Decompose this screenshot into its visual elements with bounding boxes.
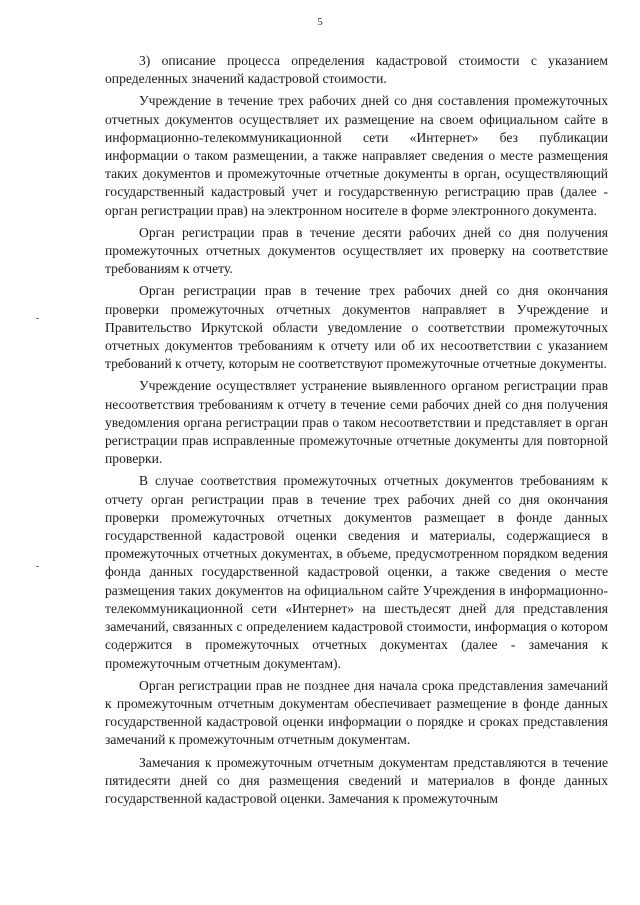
document-body — [105, 52, 608, 812]
paragraph: Учреждение в течение трех рабочих дней со дня составления промежуточных отчетных документов осуществляет их размещение на своем официальном сайте в информационно-телекоммуникационной сети «Интернет» без публикации информации о таком размещении, а также направляет сведения о месте размещения таких документов и промежуточные отчетные документы в орган, осуществляющий государственный кадастровый учет и государственную регистрацию прав (далее - орган регистрации прав) на электронном носителе в форме электронного документа. — [105, 93, 608, 218]
paragraph: Орган регистрации прав в течение десяти рабочих дней со дня получения промежуточных отчетных документов осуществляет их проверку на соответствие требованиям к отчету. — [105, 224, 608, 277]
paragraph: Учреждение осуществляет устранение выявленного органом регистрации прав несоответствия требованиям к отчету в течение семи рабочих дней со дня получения уведомления органа регистрации прав о таком несоответствии и представляет в орган регистрации прав исправленные промежуточные отчетные документы для повторной проверки. — [105, 378, 608, 467]
paragraph: В случае соответствия промежуточных отчетных документов требованиям к отчету орган регистрации прав в течение трех рабочих дней со дня окончания проверки промежуточных отчетных документов размещает в фонде данных государственной кадастровой оценки сведения и материалы, содержащиеся в промежуточных отчетных документах, в объеме, предусмотренном порядком ведения фонда данных государственной кадастровой оценки, а также сведения о месте размещения таких документов на официальном сайте Учреждения в информационно-телекоммуникационной сети «Интернет» на шестьдесят дней для представления замечаний, связанных с определением кадастровой стоимости, информация о котором содержится в промежуточных отчетных документах (далее - замечания к промежуточным отчетным документам). — [105, 473, 608, 671]
page-number: 5 — [317, 16, 323, 28]
paragraph: Орган регистрации прав не позднее дня начала срока представления замечаний к промежуточным отчетным документам обеспечивает размещение в фонде данных государственной кадастровой оценки информации о порядке и сроках представления замечаний к промежуточным отчетным документам. — [105, 677, 608, 748]
paragraph: Замечания к промежуточным отчетным документам представляются в течение пятидесяти дней со дня размещения сведений и материалов в фонде данных государственной кадастровой оценки. Замечания к промежуточным — [105, 754, 608, 806]
scan-mark — [36, 566, 39, 567]
scan-mark — [36, 318, 39, 319]
paragraph: Орган регистрации прав в течение трех рабочих дней со дня окончания проверки промежуточных отчетных документов направляет в Учреждение и Правительство Иркутской области уведомление о соответствии промежуточных отчетных документов требованиям к отчету или об их несоответствии с указанием требований к отчету, которым не соответствуют промежуточные отчетные документы. — [105, 283, 608, 372]
paragraph: 3) описание процесса определения кадастровой стоимости с указанием определенных значений кадастровой стоимости. — [105, 53, 608, 87]
